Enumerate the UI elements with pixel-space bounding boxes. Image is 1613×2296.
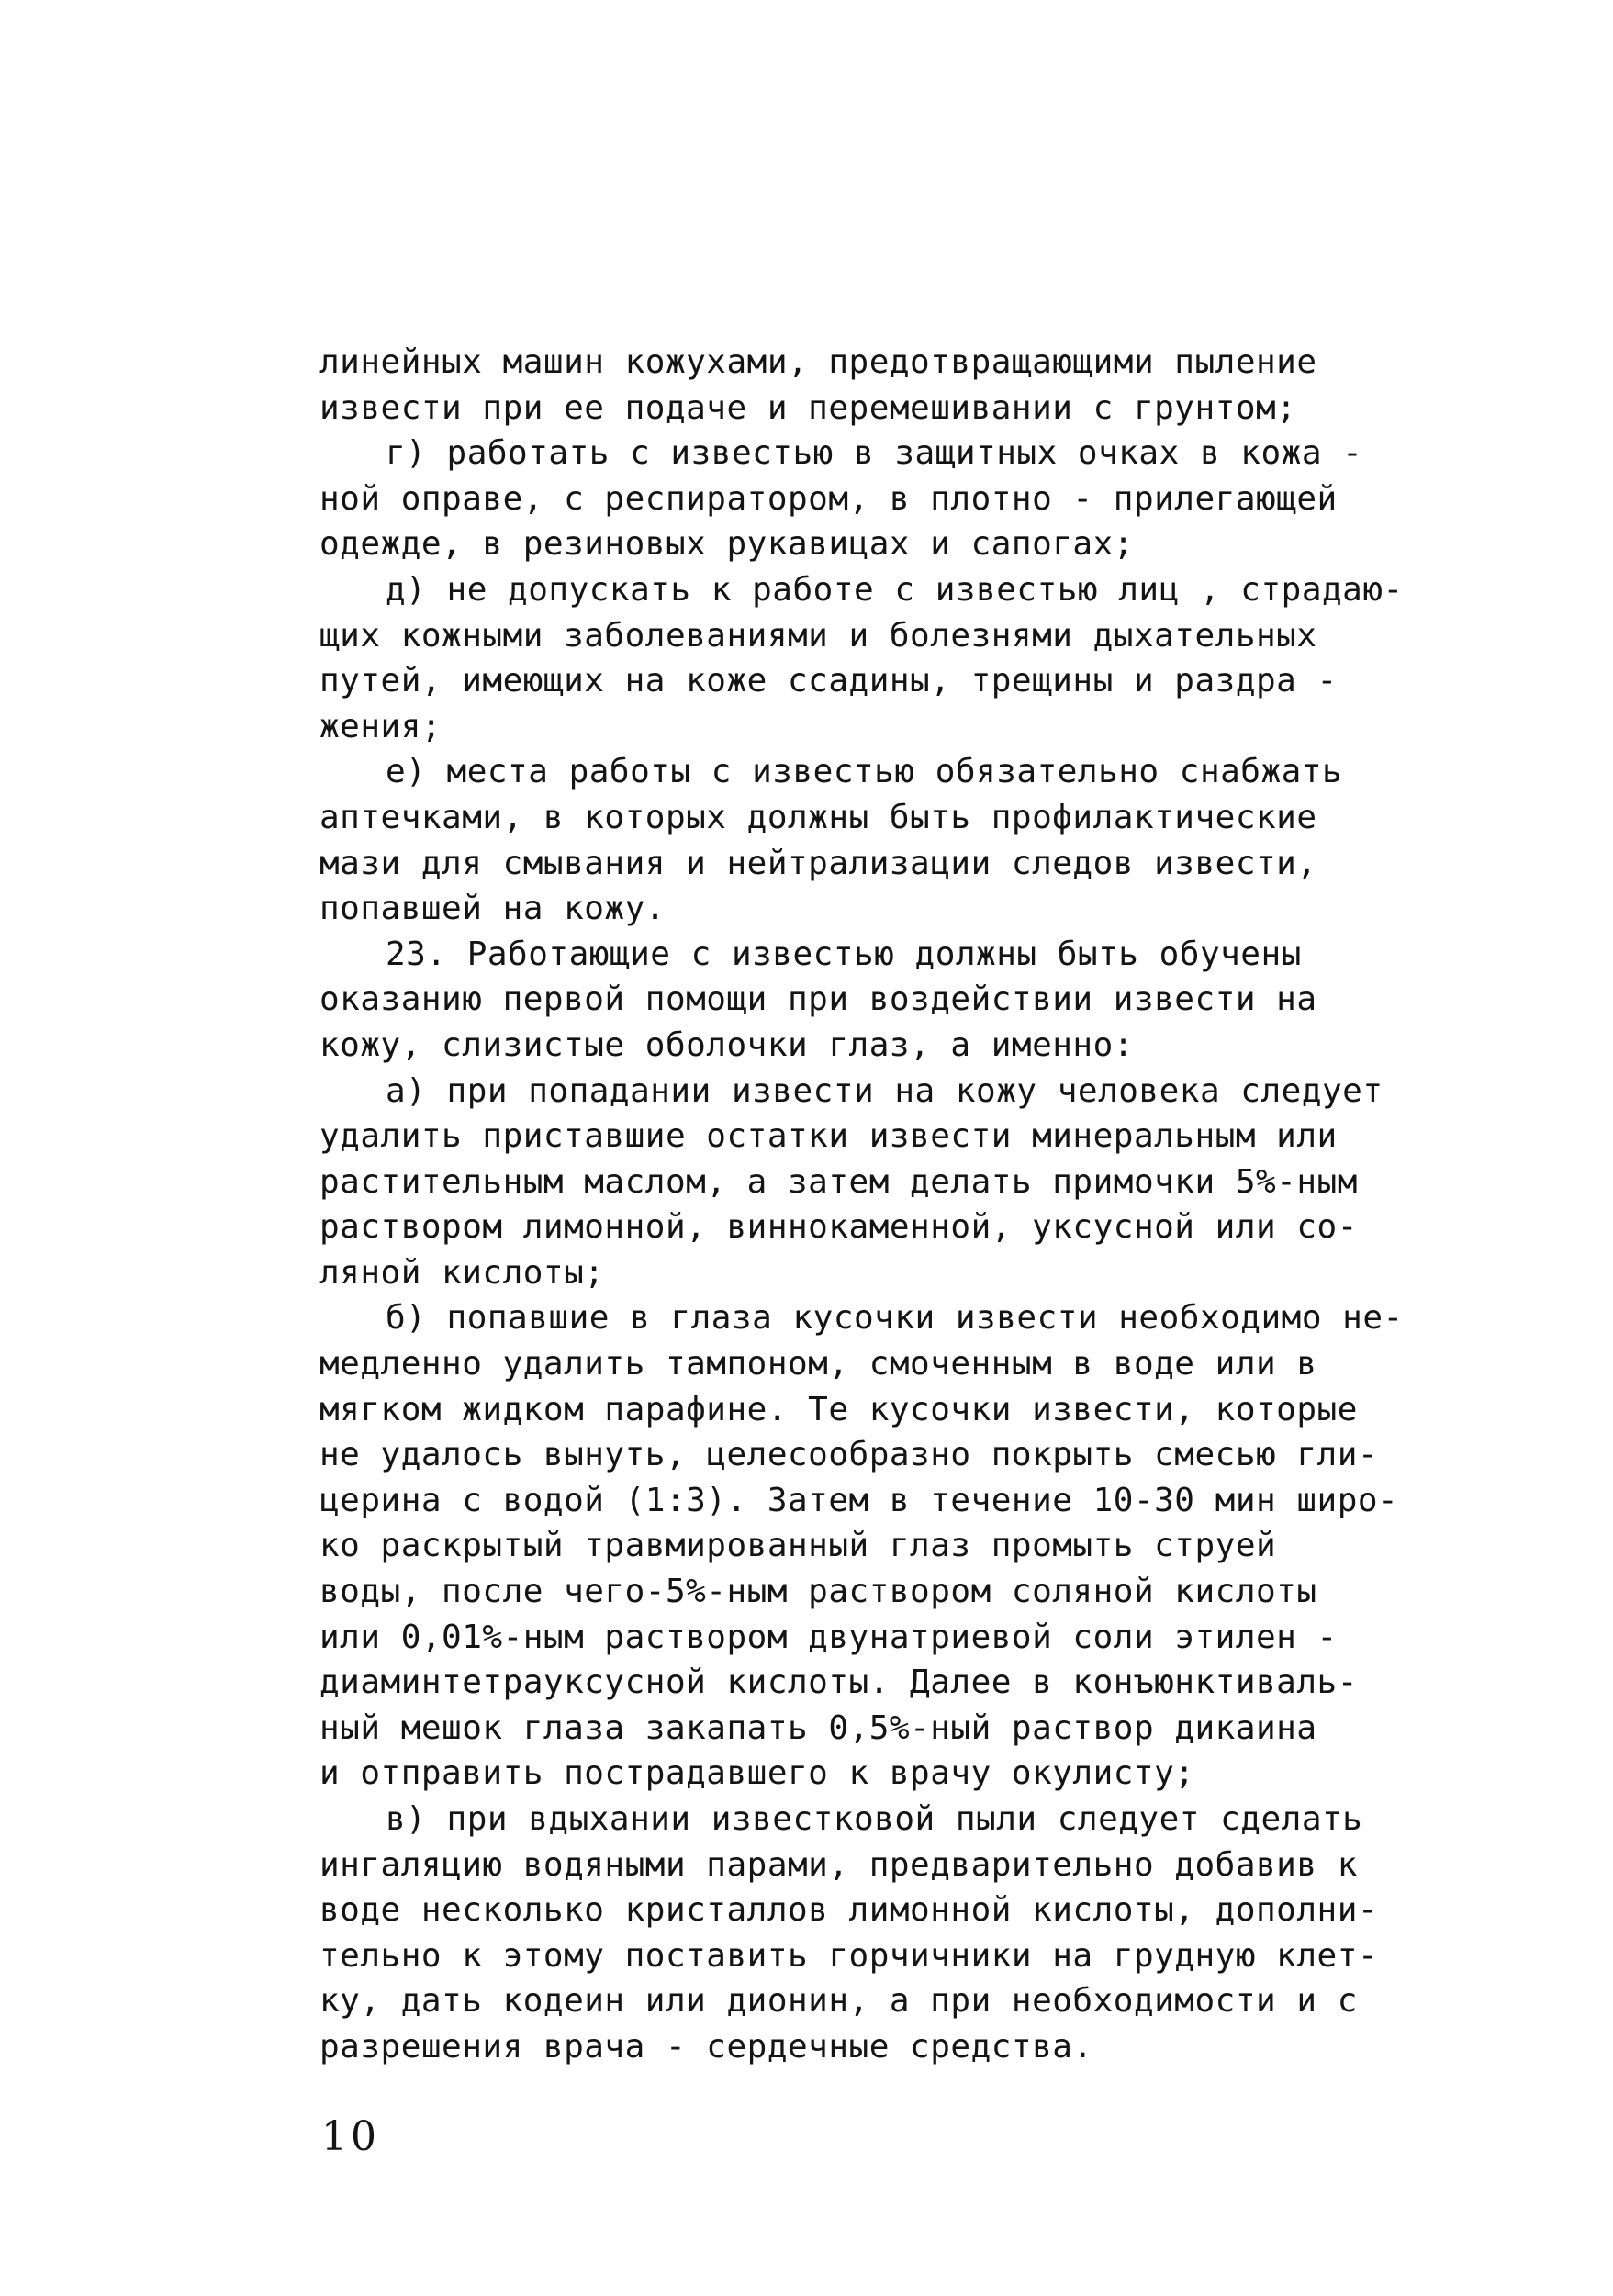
text-line: линейных машин кожухами, предотвращающими пыление [319,343,1317,381]
text-line: одежде, в резиновых рукавицах и сапогах; [319,525,1134,564]
text-line: путей, имеющих на коже ссадины, трещины и раздра - [319,662,1338,700]
text-line: ингаляцию водяными парами, предварительно добавив к [319,1845,1358,1884]
text-line: не удалось вынуть, целесообразно покрыть смесью гли- [319,1436,1379,1474]
text-line: е) места работы с известью обязательно снабжать [386,753,1343,791]
text-line: г) работать с известью в защитных очках в кожа - [386,434,1363,473]
text-line: воды, после чего-5%-ным раствором соляной кислоты [319,1573,1317,1611]
text-line: извести при ее подаче и перемешивании с грунтом; [319,388,1297,427]
text-line: диаминтетрауксусной кислоты. Далее в конъюнктиваль- [319,1663,1358,1702]
text-line: ко раскрытый травмированный глаз промыть струей [319,1527,1277,1565]
text-line: медленно удалить тампоном, смоченным в воде или в [319,1345,1317,1383]
text-line: ляной кислоты; [319,1253,605,1292]
text-line: в) при вдыхании известковой пыли следует сделать [386,1800,1363,1838]
text-line: тельно к этому поставить горчичники на грудную клет- [319,1936,1379,1975]
text-line: растительным маслом, а затем делать примочки 5%-ным [319,1162,1358,1201]
text-line: ной оправе, с респиратором, в плотно - прилегающей [319,479,1338,518]
text-line: или 0,01%-ным раствором двунатриевой соли этилен - [319,1618,1338,1656]
text-line: церина с водой (1:3). Затем в течение 10-30 мин широ- [319,1481,1399,1519]
text-line: и отправить пострадавшего к врачу окулисту; [319,1754,1195,1793]
page-number: 10 [321,2113,380,2160]
text-line: 23. Работающие с известью должны быть обучены [386,935,1302,973]
text-line: попавшей на кожу. [319,890,666,928]
text-line: а) при попадании извести на кожу человека следует [386,1071,1383,1110]
text-line: б) попавшие в глаза кусочки извести необходимо не- [386,1299,1404,1338]
text-line: мази для смывания и нейтрализации следов извести, [319,844,1317,882]
text-line: кожу, слизистые оболочки глаз, а именно: [319,1025,1134,1064]
text-line: воде несколько кристаллов лимонной кислоты, дополни- [319,1891,1379,1930]
body-text [319,340,1485,2070]
text-line: мягком жидком парафине. Те кусочки извести, которые [319,1390,1358,1428]
text-line: щих кожными заболеваниями и болезнями дыхательных [319,616,1317,655]
text-line: удалить приставшие остатки извести минеральным или [319,1117,1338,1156]
text-line: ный мешок глаза закапать 0,5%-ный раствор дикаина [319,1708,1317,1747]
text-line: аптечками, в которых должны быть профилактические [319,798,1317,836]
text-line: оказанию первой помощи при воздействии извести на [319,980,1317,1019]
text-line: ку, дать кодеин или дионин, а при необходимости и с [319,1982,1358,2021]
text-line: раствором лимонной, виннокаменной, уксусной или со- [319,1208,1358,1247]
text-line: жения; [319,707,442,745]
text-line: разрешения врача - сердечные средства. [319,2027,1093,2066]
text-line: д) не допускать к работе с известью лиц , страдаю- [386,570,1404,609]
